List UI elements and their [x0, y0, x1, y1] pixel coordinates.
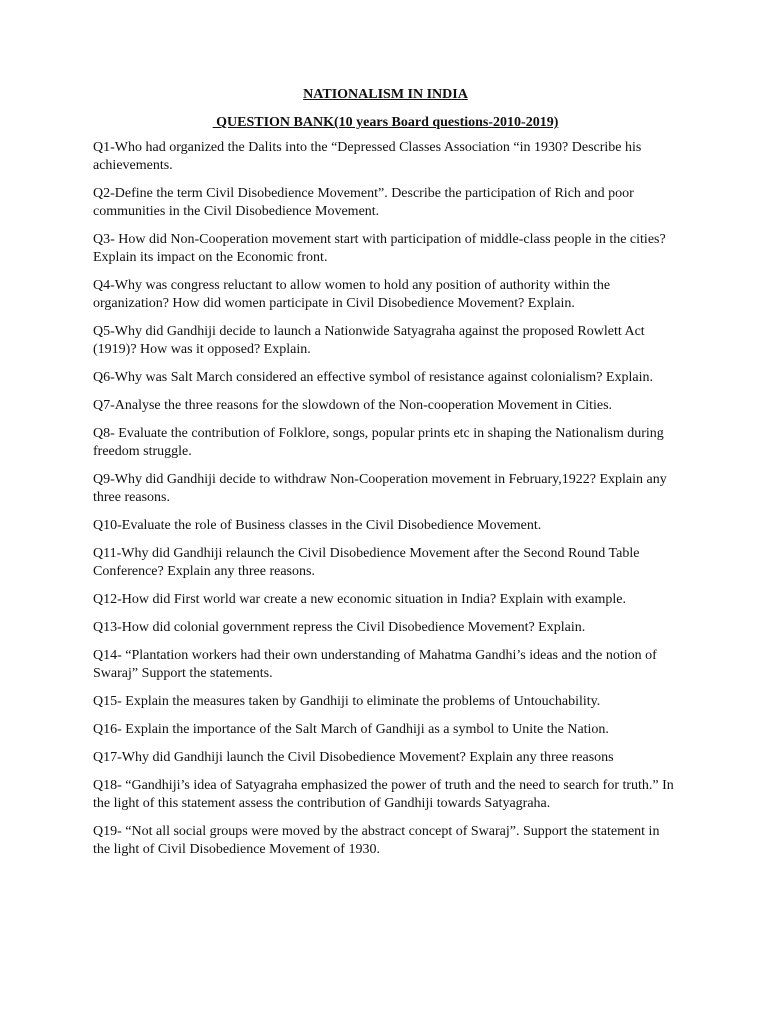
- document-page: [93, 86, 678, 869]
- question-item: Q9-Why did Gandhiji decide to withdraw Non-Cooperation movement in February,1922? Explain any three reasons.: [93, 472, 667, 505]
- question-item: Q2-Define the term Civil Disobedience Movement”. Describe the participation of Rich and poor communities in the Civil Disobedience Movement.: [93, 186, 634, 219]
- question-item: Q17-Why did Gandhiji launch the Civil Disobedience Movement? Explain any three reasons: [93, 750, 614, 765]
- question-item: Q18- “Gandhiji’s idea of Satyagraha emphasized the power of truth and the need to search for truth.” In the light of this statement assess the contribution of Gandhiji towards Satyagraha.: [93, 778, 674, 811]
- question-item: Q14- “Plantation workers had their own understanding of Mahatma Gandhi’s ideas and the notion of Swaraj” Support the statements.: [93, 648, 657, 681]
- question-item: Q7-Analyse the three reasons for the slowdown of the Non-cooperation Movement in Cities.: [93, 398, 613, 413]
- question-item: Q19- “Not all social groups were moved by the abstract concept of Swaraj”. Support the statement in the light of Civil Disobedience Movement of 1930.: [93, 824, 660, 857]
- question-item: Q4-Why was congress reluctant to allow women to hold any position of authority within the organization? How did women participate in Civil Disobedience Movement? Explain.: [93, 278, 611, 311]
- question-item: Q3- How did Non-Cooperation movement start with participation of middle-class people in the cities? Explain its impact on the Economic front.: [93, 232, 666, 265]
- question-item: Q16- Explain the importance of the Salt March of Gandhiji as a symbol to Unite the Nation.: [93, 722, 609, 737]
- question-item: Q1-Who had organized the Dalits into the “Depressed Classes Association “in 1930? Describe his achievements.: [93, 140, 642, 173]
- question-item: Q10-Evaluate the role of Business classes in the Civil Disobedience Movement.: [93, 518, 542, 533]
- question-item: Q15- Explain the measures taken by Gandhiji to eliminate the problems of Untouchability.: [93, 694, 601, 709]
- document-subtitle: QUESTION BANK(10 years Board questions-2010-2019): [212, 115, 559, 130]
- document-title: NATIONALISM IN INDIA: [303, 87, 468, 102]
- question-item: Q13-How did colonial government repress the Civil Disobedience Movement? Explain.: [93, 620, 586, 635]
- question-item: Q12-How did First world war create a new economic situation in India? Explain with example.: [93, 592, 627, 607]
- question-item: Q6-Why was Salt March considered an effective symbol of resistance against colonialism? Explain.: [93, 370, 653, 385]
- question-item: Q5-Why did Gandhiji decide to launch a Nationwide Satyagraha against the proposed Rowlett Act (1919)? How was it opposed? Explain.: [93, 324, 645, 357]
- question-item: Q11-Why did Gandhiji relaunch the Civil Disobedience Movement after the Second Round Table Conference? Explain any three reasons.: [93, 546, 640, 579]
- question-item: Q8- Evaluate the contribution of Folklore, songs, popular prints etc in shaping the Nationalism during freedom struggle.: [93, 426, 664, 459]
